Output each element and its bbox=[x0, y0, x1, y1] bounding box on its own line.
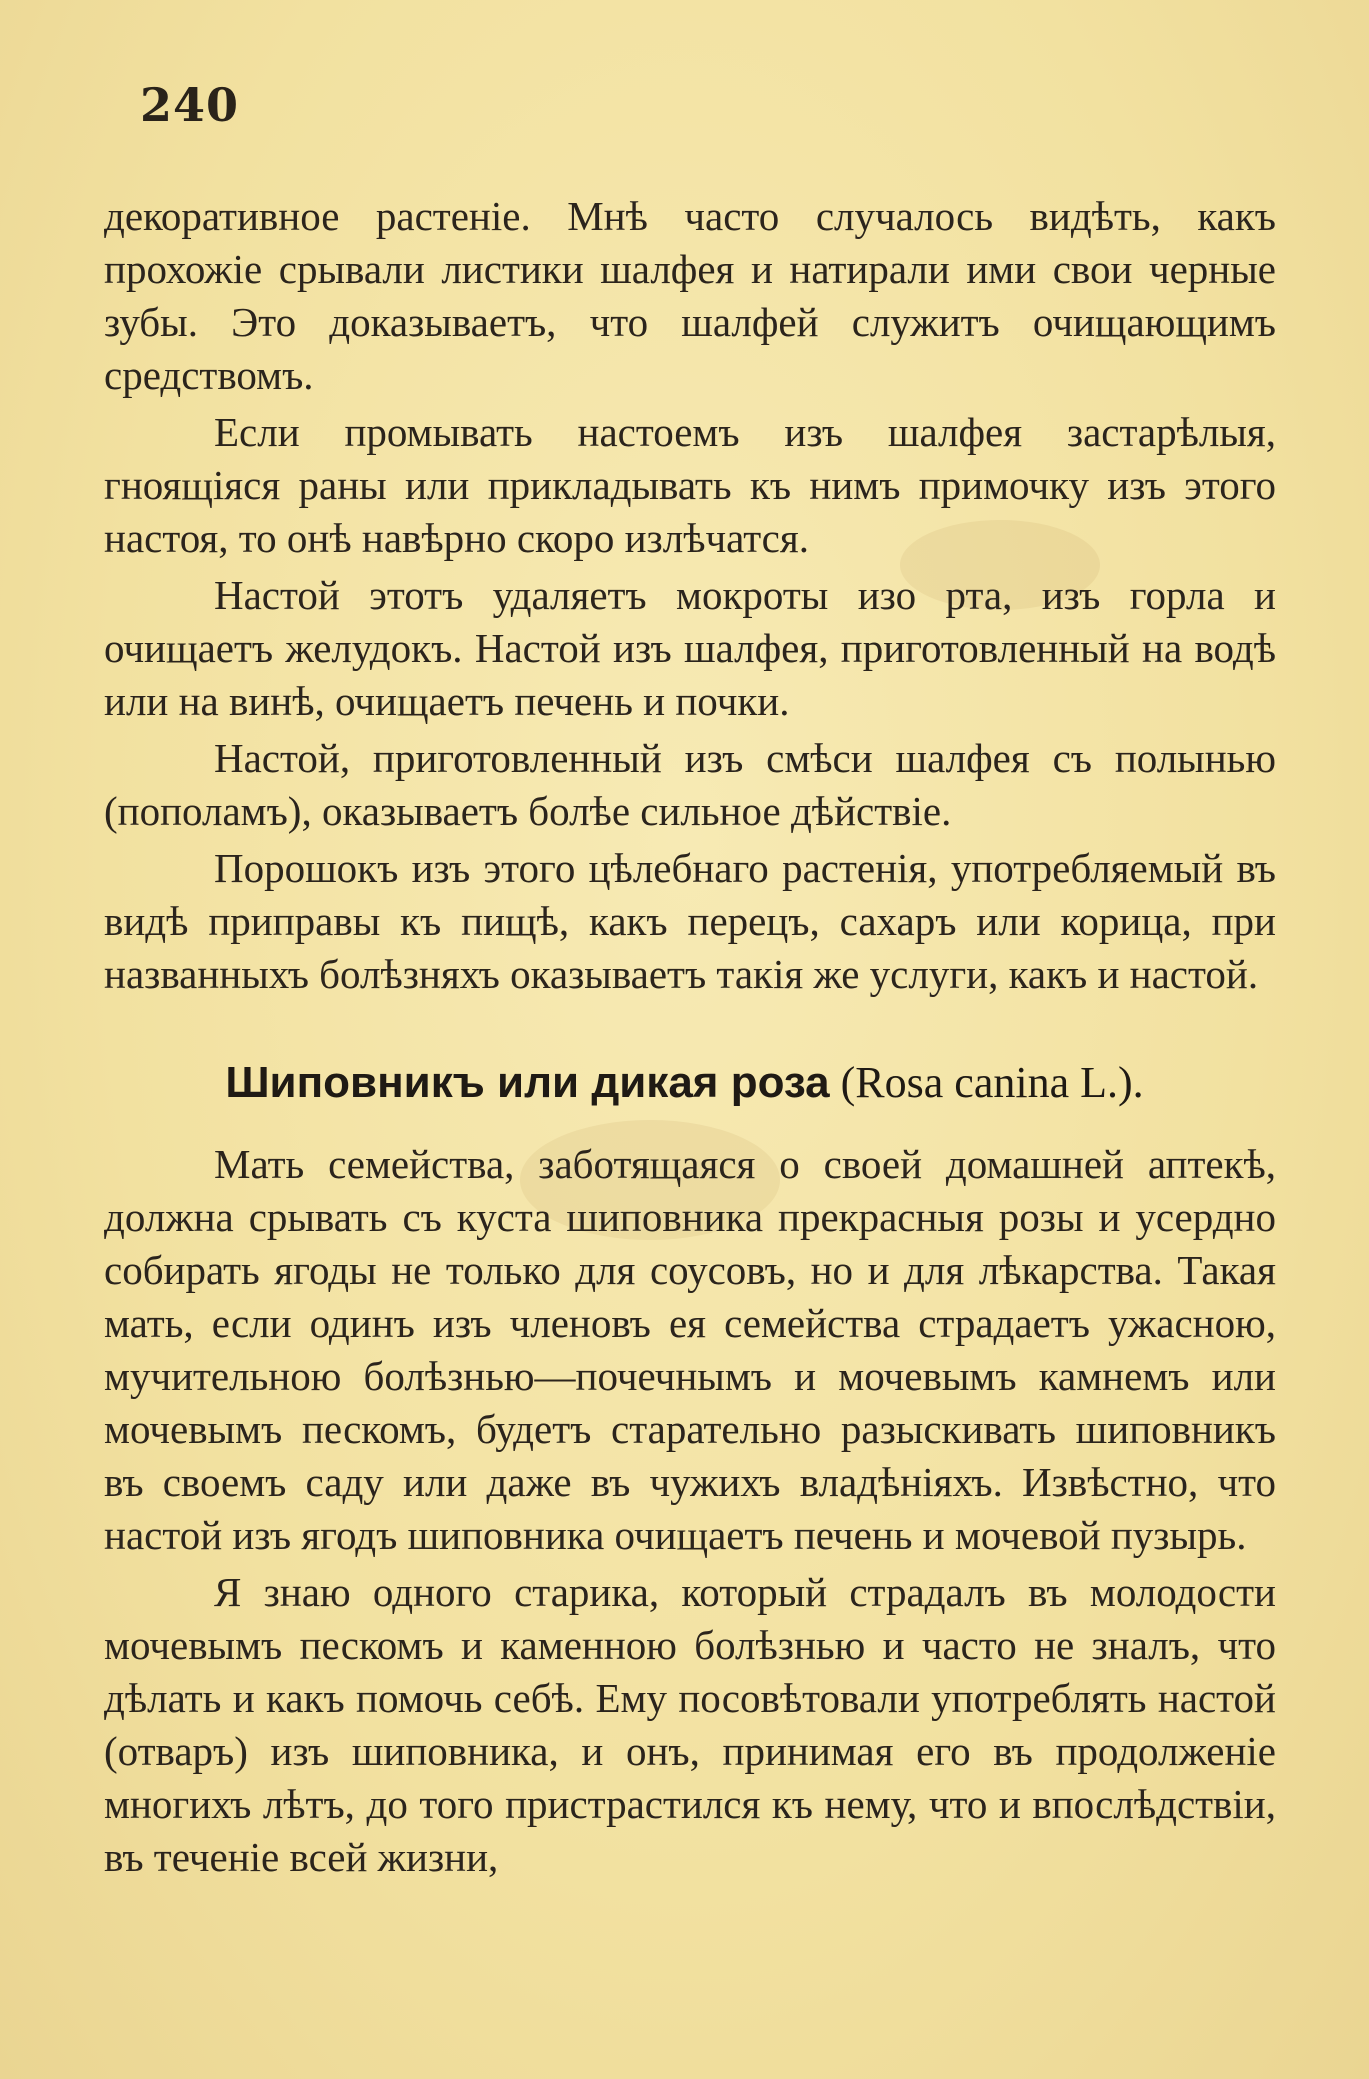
paragraph: Если промывать настоемъ изъ шалфея застарѣлыя, гноящіяся раны или прикладывать къ нимъ примочку изъ этого настоя, то онѣ навѣрно скоро излѣчатся. bbox=[104, 409, 1276, 561]
paragraph: Настой этотъ удаляетъ мокроты изо рта, изъ горла и очищаетъ желудокъ. Настой изъ шалфея, приготовленный на водѣ или на винѣ, очищаетъ печень и почки. bbox=[104, 572, 1276, 724]
paragraph: Мать семейства, заботящаяся о своей домашней аптекѣ, должна срывать съ куста шиповника прекрасныя розы и усердно собирать ягоды не только для соусовъ, но и для лѣкарства. Такая мать, если одинъ изъ членовъ ея семейства страдаетъ ужасною, мучительною болѣзнью—почечнымъ и мочевымъ камнемъ или мочевымъ пескомъ, будетъ старательно разыскивать шиповникъ въ своемъ саду или даже въ чужихъ владѣніяхъ. Извѣстно, что настой изъ ягодъ шиповника очищаетъ печень и мочевой пузырь. bbox=[104, 1141, 1276, 1558]
paragraph: Я знаю одного старика, который страдалъ въ молодости мочевымъ пескомъ и каменною болѣзнью и часто не зналъ, что дѣлать и какъ помочь себѣ. Ему посовѣтовали употреблять настой (отваръ) изъ шиповника, и онъ, принимая его въ продолженіе многихъ лѣтъ, до того пристрастился къ нему, что и впослѣдствіи, въ теченіе всей жизни, bbox=[104, 1569, 1276, 1880]
section-rosehip-text bbox=[104, 1138, 1276, 1884]
paragraph: Порошокъ изъ этого цѣлебнаго растенія, употребляемый въ видѣ приправы къ пищѣ, какъ перецъ, сахаръ или корица, при названныхъ болѣзняхъ оказываетъ такія же услуги, какъ и настой. bbox=[104, 845, 1276, 997]
section-heading bbox=[0, 1057, 1369, 1108]
heading-latin-name: (Rosa canina L.). bbox=[840, 1058, 1144, 1107]
heading-title: Шиповникъ или дикая роза bbox=[225, 1058, 830, 1107]
paragraph: декоративное растеніе. Мнѣ часто случалось видѣть, какъ прохожіе срывали листики шалфея и натирали ими свои черные зубы. Это доказываетъ, что шалфей служитъ очищающимъ средствомъ. bbox=[104, 193, 1276, 398]
paragraph: Настой, приготовленный изъ смѣси шалфея съ полынью (пополамъ), оказываетъ болѣе сильное дѣйствіе. bbox=[104, 735, 1276, 834]
section-sage-text bbox=[104, 190, 1276, 1001]
page-number: 240 bbox=[140, 78, 240, 132]
